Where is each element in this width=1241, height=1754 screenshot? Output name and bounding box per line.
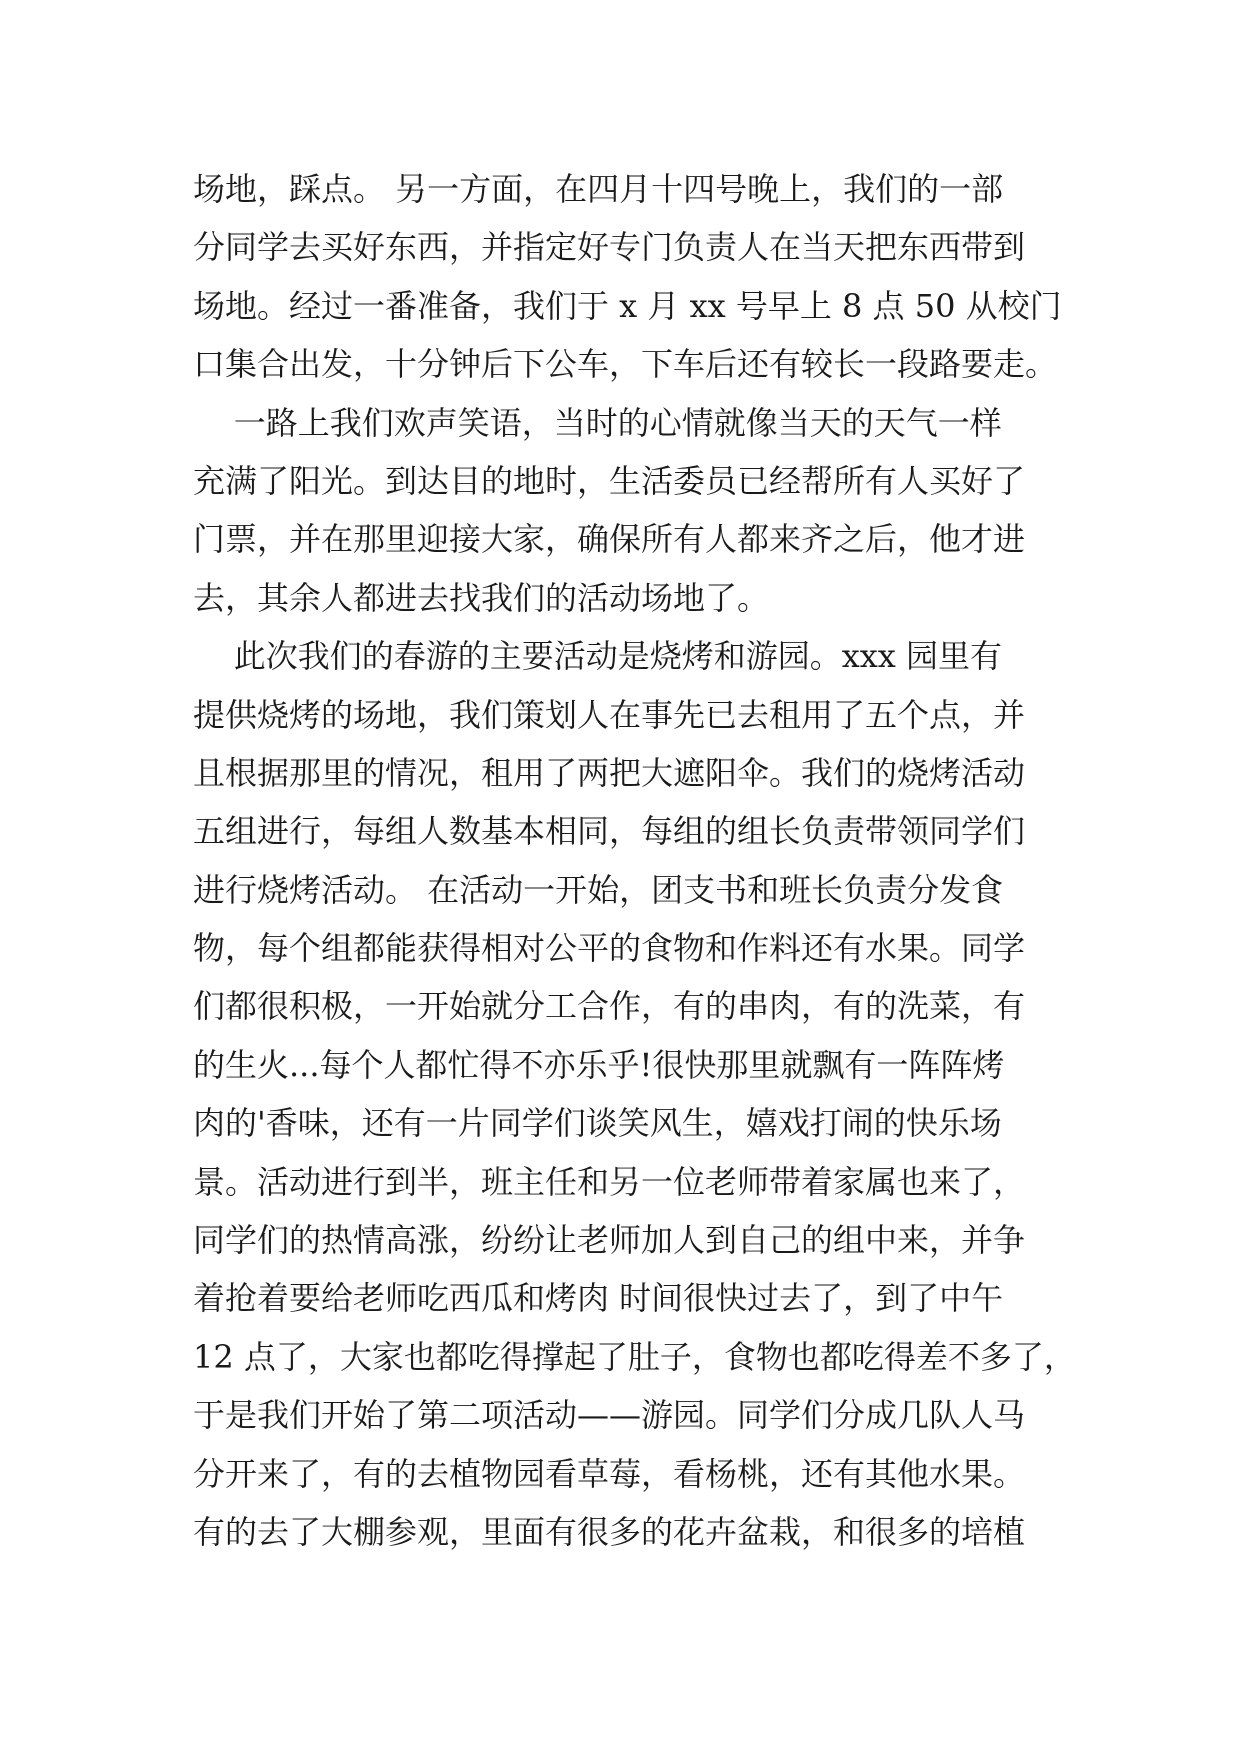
text-line: 门票，并在那里迎接大家，确保所有人都来齐之后，他才进 bbox=[193, 520, 1026, 559]
text-line: 五组进行，每组人数基本相同，每组的组长负责带领同学们 bbox=[193, 812, 1026, 851]
text-line: 着抢着要给老师吃西瓜和烤肉 时间很快过去了，到了中午 bbox=[193, 1279, 1004, 1318]
text-line: 口集合出发，十分钟后下公车，下车后还有较长一段路要走。 bbox=[193, 345, 1058, 384]
text-line: 物，每个组都能获得相对公平的食物和作料还有水果。同学 bbox=[193, 929, 1026, 968]
text-line: 于是我们开始了第二项活动——游园。同学们分成几队人马 bbox=[193, 1396, 1026, 1435]
body-text bbox=[193, 160, 1076, 1561]
text-line: 提供烧烤的场地，我们策划人在事先已去租用了五个点，并 bbox=[193, 695, 1026, 734]
text-line: 分开来了，有的去植物园看草莓，看杨桃，还有其他水果。 bbox=[193, 1454, 1026, 1493]
text-line: 场地。经过一番准备，我们于 x 月 xx 号早上 8 点 50 从校门 bbox=[193, 286, 1062, 325]
text-line: 去，其余人都进去找我们的活动场地了。 bbox=[193, 578, 770, 617]
text-line: 们都很积极，一开始就分工合作，有的串肉，有的洗菜，有 bbox=[193, 987, 1026, 1026]
text-line: 充满了阳光。到达目的地时，生活委员已经帮所有人买好了 bbox=[193, 461, 1026, 500]
text-line: 12 点了，大家也都吃得撑起了肚子，食物也都吃得差不多了， bbox=[193, 1337, 1076, 1376]
text-line: 进行烧烤活动。 在活动一开始，团支书和班长负责分发食 bbox=[193, 870, 1004, 909]
text-line: 一路上我们欢声笑语，当时的心情就像当天的天气一样 bbox=[193, 403, 1002, 442]
text-line: 同学们的热情高涨，纷纷让老师加人到自己的组中来，并争 bbox=[193, 1221, 1026, 1260]
text-line: 且根据那里的情况，租用了两把大遮阳伞。我们的烧烤活动 bbox=[193, 753, 1026, 792]
text-line: 场地，踩点。 另一方面，在四月十四号晚上，我们的一部 bbox=[193, 170, 1004, 208]
text-line: 此次我们的春游的主要活动是烧烤和游园。xxx 园里有 bbox=[193, 637, 1003, 676]
text-line: 的生火...每个人都忙得不亦乐乎!很快那里就飘有一阵阵烤 bbox=[193, 1045, 1005, 1084]
text-line: 有的去了大棚参观，里面有很多的花卉盆栽，和很多的培植 bbox=[193, 1512, 1026, 1551]
text-line: 肉的'香味，还有一片同学们谈笑风生，嬉戏打闹的快乐场 bbox=[193, 1104, 1002, 1143]
text-line: 景。活动进行到半，班主任和另一位老师带着家属也来了， bbox=[193, 1162, 1026, 1201]
text-line: 分同学去买好东西，并指定好专门负责人在当天把东西带到 bbox=[193, 228, 1026, 267]
